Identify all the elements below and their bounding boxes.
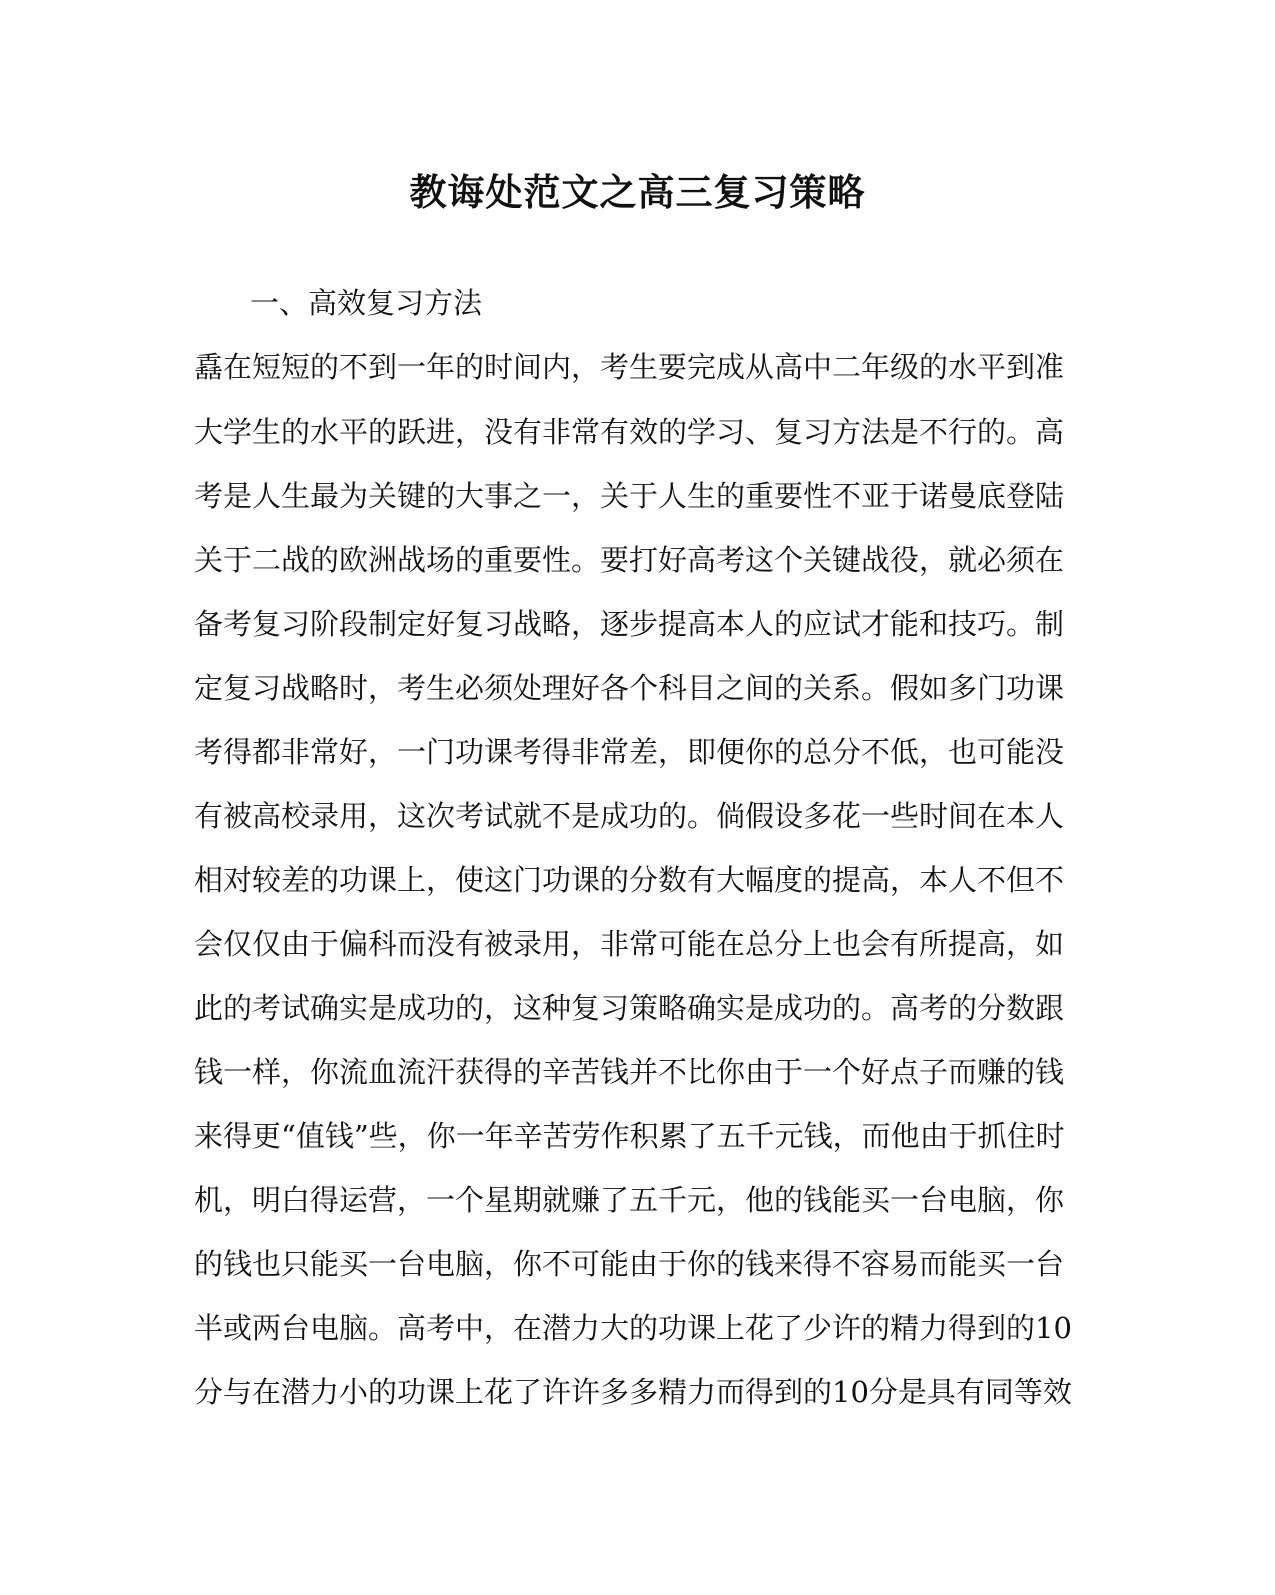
body-line: 半或两台电脑。高考中，在潜力大的功课上花了少许的精力得到的10 [194,1311,1072,1345]
body-line: 定复习战略时，考生必须处理好各个科目之间的关系。假如多门功课 [194,671,1065,705]
body-line: 考是人生最为关键的大事之一，关于人生的重要性不亚于诺曼底登陆 [194,479,1065,513]
body-line: 会仅仅由于偏科而没有被录用，非常可能在总分上也会有所提高，如 [194,927,1065,961]
body-line: 相对较差的功课上，使这门功课的分数有大幅度的提高，本人不但不 [194,863,1065,897]
body-line: 考得都非常好，一门功课考得非常差，即便你的总分不低，也可能没 [194,735,1065,769]
body-line: 机，明白得运营，一个星期就赚了五千元，他的钱能买一台电脑，你 [194,1183,1065,1217]
body-line: 关于二战的欧洲战场的重要性。要打好高考这个关键战役，就必须在 [194,543,1065,577]
body-line: 分与在潜力小的功课上花了许许多多精力而得到的10分是具有同等效 [194,1375,1072,1409]
body-line: 舙在短短的不到一年的时间内，考生要完成从高中二年级的水平到准 [194,350,1065,384]
body-line: 的钱也只能买一台电脑，你不可能由于你的钱来得不容易而能买一台 [194,1247,1065,1281]
body-line: 来得更“值钱”些，你一年辛苦劳作积累了五千元钱，而他由于抓住时 [194,1119,1065,1153]
section-heading: 一、高效复习方法 [250,286,483,320]
document-title: 教诲处范文之高三复习策略 [409,170,866,214]
body-line: 有被高校录用，这次考试就不是成功的。倘假设多花一些时间在本人 [194,799,1065,833]
body-line: 备考复习阶段制定好复习战略，逐步提高本人的应试才能和技巧。制 [194,607,1065,641]
body-line: 大学生的水平的跃进，没有非常有效的学习、复习方法是不行的。高 [194,415,1065,449]
body-line: 钱一样，你流血流汗获得的辛苦钱并不比你由于一个好点子而赚的钱 [194,1055,1065,1089]
body-line: 此的考试确实是成功的，这种复习策略确实是成功的。高考的分数跟 [194,991,1065,1025]
